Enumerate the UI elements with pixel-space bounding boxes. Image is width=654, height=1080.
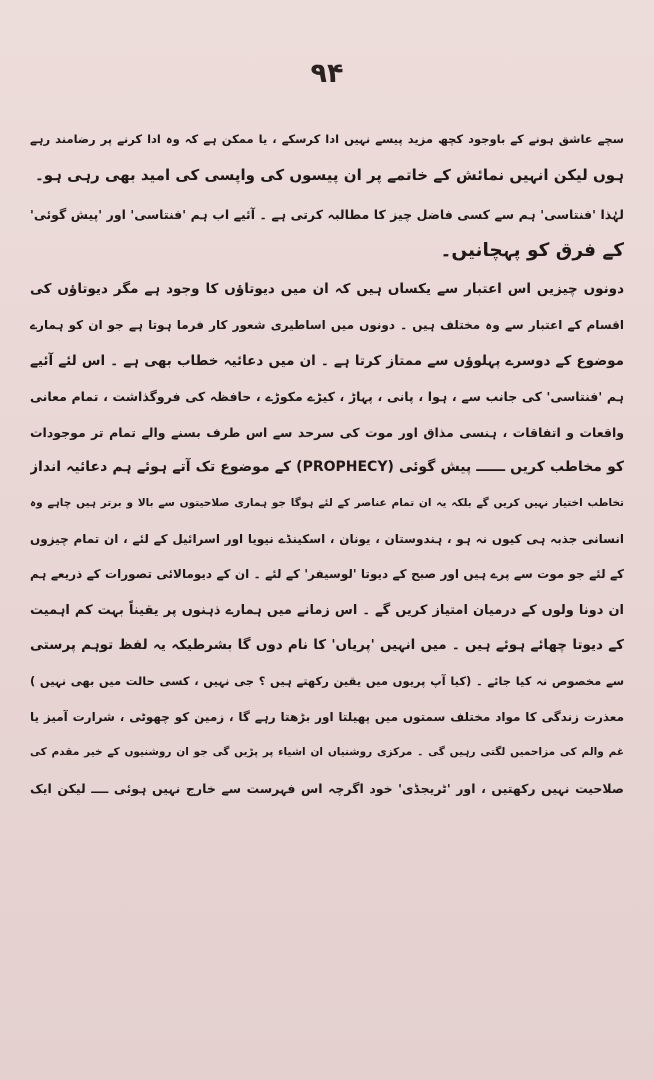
text-line: دونوں چیزیں اس اعتبار سے یکساں ہیں کہ ان میں دیوتاؤں کا وجود ہے مگر دیوتاؤں کی <box>30 281 624 298</box>
text-line: کے فرق کو پہچانیں۔ <box>440 239 624 261</box>
text-line: اقسام کے اعتبار سے وہ مختلف ہیں ۔ دونوں میں اساطیری شعور کار فرما ہوتا ہے جو ان کو ہمارے <box>30 317 624 332</box>
text-line: ہوں لیکن انہیں نمائش کے خاتمے پر ان پیسوں کی واپسی کی امید بھی رہی ہو۔ <box>34 165 624 184</box>
text-line: کو مخاطب کریں ــــــ پیش گوئی (PROPHECY) کے موضوع تک آتے ہوئے ہم دعائیہ انداز <box>30 459 624 476</box>
text-line: لہٰذا 'فنتاسی' ہم سے کسی فاضل چیز کا مطالبہ کرتی ہے ۔ آئیے اب ہم 'فنتاسی' اور 'پیش گوئی' <box>30 207 624 223</box>
text-line: صلاحیت نہیں رکھتیں ، اور 'ٹریجڈی' خود اگرچہ اس فہرست سے خارج نہیں ہوئی ــــ لیکن ایک <box>30 780 624 796</box>
page-number: ۹۴ <box>310 58 344 89</box>
text-line: سچے عاشق ہونے کے باوجود کچھ مزید پیسے نہیں ادا کرسکے ، یا ممکن ہے کہ وہ ادا کرنے پر رضامند رہے <box>30 132 624 146</box>
text-line: معذرت زندگی کا مواد مختلف سمتوں میں پھیلتا اور بڑھتا رہے گا ، زمین کو چھوٹی ، شرارت آمیز یا <box>30 709 624 724</box>
text-line: سے مخصوص نہ کیا جائے ۔ (کیا آپ پریوں میں یقین رکھتے ہیں ؟ جی نہیں ، کسی حالت میں بھی نہیں ) <box>30 673 624 688</box>
text-line: غم والم کی مزاحمیں لگتی رہیں گی ۔ مرکزی روشنیاں ان اشیاء پر پڑیں گی جو ان روشنیوں کے خیر مقدم کی <box>30 746 624 759</box>
text-line: کے دیوتا چھائے ہوئے ہیں ۔ میں انہیں 'پریاں' کا نام دوں گا بشرطیکہ یہ لفظ توہم پرستی <box>30 637 624 654</box>
text-line: تخاطب اختیار نہیں کریں گے بلکہ یہ ان تمام عناصر کے لئے ہوگا جو ہماری صلاحیتوں سے بالا و برتر ہیں چاہے وہ <box>30 496 624 509</box>
text-line: ہم 'فنتاسی' کی جانب سے ، ہوا ، پانی ، پہاڑ ، کیڑے مکوڑے ، حافظہ کی فروگذاشت ، تمام معانی <box>30 389 624 405</box>
text-line: کے لئے جو موت سے پرے ہیں اور صبح کے دیوتا 'لوسیفر' کے لئے ۔ ان کے دیومالائی تصورات کے ذریعے ہم <box>30 567 624 582</box>
text-line: انسانی جذبہ ہی کیوں نہ ہو ، ہندوستان ، یونان ، اسکینڈے نیویا اور اسرائیل کے لئے ، ان تمام چیزوں <box>30 531 624 546</box>
text-line: موضوع کے دوسرے پہلوؤں سے ممتاز کرتا ہے ۔ ان میں دعائیہ خطاب بھی ہے ۔ اس لئے آئیے <box>30 352 624 369</box>
page-body-text <box>30 122 624 806</box>
text-line: واقعات و اتفاقات ، ہنسی مذاق اور موت کی سرحد سے اس طرف بسنے والے تمام تر موجودات <box>30 424 624 440</box>
text-line: ان دونا ولوں کے درمیان امتیاز کریں گے ۔ اس زمانے میں ہمارے ذہنوں پر یقیناً بہت کم اہمیت <box>30 602 624 618</box>
